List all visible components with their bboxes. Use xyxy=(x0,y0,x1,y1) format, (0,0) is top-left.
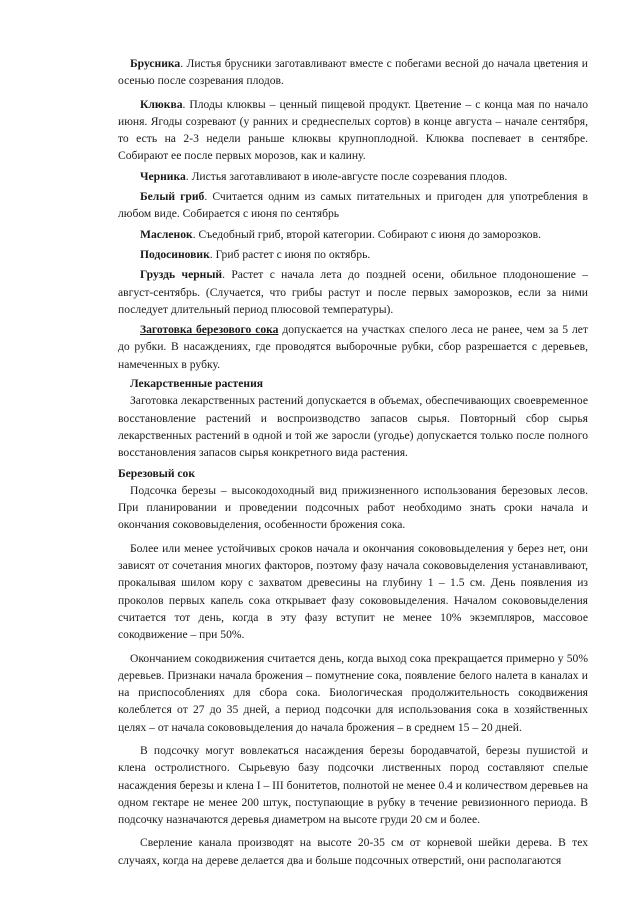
document-body xyxy=(118,55,588,869)
paragraph-maslenok: Масленок. Съедобный гриб, второй категории. Собирают с июня до заморозков. xyxy=(140,227,541,241)
term-gruzd: Груздь черный xyxy=(140,268,223,282)
paragraph-birch-5: Сверление канала производят на высоте 20-35 см от корневой шейки дерева. В тех случаях, когда на дереве делается два и больше подсочных отверстий, они располагаются xyxy=(118,836,588,867)
paragraph-birch-3: Окончанием сокодвижения считается день, когда выход сока прекращается примерно у 50% деревьев. Признаки начала брожения – помутнение сока, появление белого налета в каналах и на приспособлениях для сбора сока. Биологическая продолжительность сокодвижения колеблется от 27 до 35 дней, а период подсочки для использования сока в хозяйственных целях – от начала сокововыделения до начала брожения – в среднем 15 – 20 дней. xyxy=(118,651,588,734)
paragraph-berezovyi-sok-harvest: Заготовка березового сока допускается на участках спелого леса не ранее, чем за 5 лет до рубки. В насаждениях, где проводятся выборочные рубки, сбор разрешается с деревьев, намеченных в рубку. xyxy=(118,323,588,371)
paragraph-birch-4: В подсочку могут вовлекаться насаждения березы бородавчатой, березы пушистой и клена остролистного. Сырьевую базу подсочки лиственных пород составляют спелые насаждения березы и клена I – III бонитетов, полнотой не менее 0.4 и количеством деревьев на одном гектаре не менее 200 штук, поступающие в рубку в течение ревизионного периода. В подсочку назначаются деревья диаметром на высоте груди 20 см и более. xyxy=(118,743,588,827)
section-heading-birch-sap: Березовый сок xyxy=(118,466,196,480)
paragraph-birch-2: Более или менее устойчивых сроков начала и окончания сокововыделения у берез нет, они зависят от сочетания многих факторов, поэтому фазу начала сокововыделения устанавливают, прокалывая шилом кору с захватом древесины на глубину 1 – 1.5 см. День появления из проколов первых капель сока открывает фазу сокововыделения. Началом сокововыделения считается тот день, когда в эту фазу вступит не менее 10% экземпляров, массовое сокодвижение – при 50%. xyxy=(118,541,588,642)
paragraph-brusnika: Брусника. Листья брусники заготавливают вместе с побегами весной до начала цветения и осенью после созревания плодов. xyxy=(118,57,588,88)
paragraph-medicinal: Заготовка лекарственных растений допускается в объемах, обеспечивающих своевременное восстановление растений и воспроизводство запасов сырья. Повторный сбор сырья лекарственных растений в одной и той же заросли (угодье) допускается только после полного восстановления запасов сырья конкретного вида растения. xyxy=(118,394,588,460)
term-klyukva: Клюква xyxy=(140,97,183,111)
paragraph-gruzd: Груздь черный. Растет с начала лета до поздней осени, обильное плодоношение – август-сентябрь. (Случается, что грибы растут и после первых заморозков, если за ними последует длительный период плюсовой температуры). xyxy=(118,268,588,316)
paragraph-birch-1: Подсочка березы – высокодоходный вид прижизненного использования березовых лесов. При планировании и проведении подсочных работ необходимо знать сроки начала и окончания сокововыделения, особенности брожения сока. xyxy=(118,483,588,532)
term-podosinovik: Подосиновик xyxy=(140,247,210,261)
term-chernika: Черника xyxy=(140,169,186,183)
paragraph-podosinovik: Подосиновик. Гриб растет с июня по октябрь. xyxy=(140,247,371,261)
paragraph-belyi-grib: Белый гриб. Считается одним из самых питательных и пригоден для употребления в любом виде. Собирается с июня по сентябрь xyxy=(118,190,588,221)
paragraph-klyukva: Клюква. Плоды клюквы – ценный пищевой продукт. Цветение – с конца мая по начало июня. Ягоды созревают (у ранних и среднеспелых сортов) в конце августа – начале сентября, то есть на 2-3 недели раньше клюквы крупноплодной. Клюква поспевает в сентябре. Собирают ее после первых морозов, как и калину. xyxy=(118,97,588,163)
term-berezovyi-sok-harvest: Заготовка березового сока xyxy=(140,323,279,337)
paragraph-chernika: Черника. Листья заготавливают в июле-августе после созревания плодов. xyxy=(140,169,508,183)
term-brusnika: Брусника xyxy=(130,57,181,70)
section-heading-medicinal: Лекарственные растения xyxy=(130,377,264,391)
term-belyi-grib: Белый гриб xyxy=(140,190,205,204)
term-maslenok: Масленок xyxy=(140,227,193,241)
